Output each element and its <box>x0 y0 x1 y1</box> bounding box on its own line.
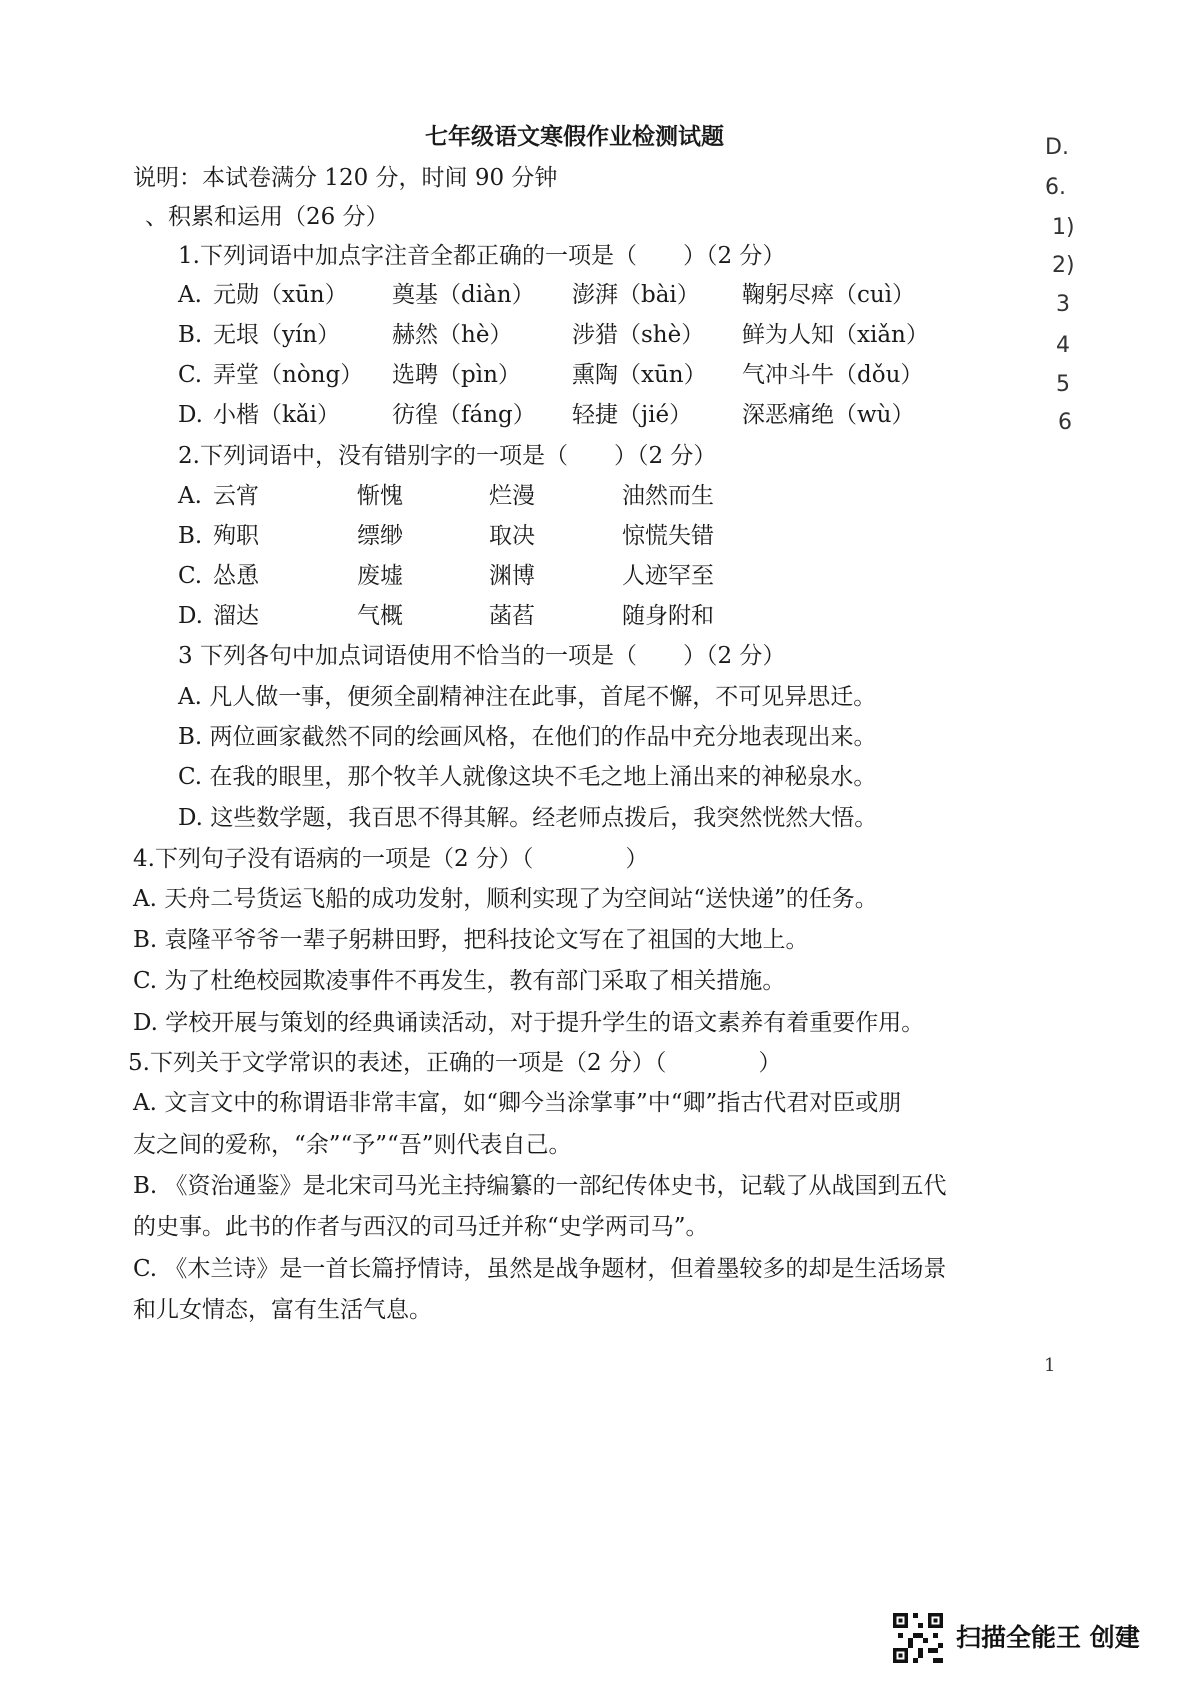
q1-option-item: 气冲斗牛（dǒu） <box>742 362 924 388</box>
q1-option-item: 弄堂（nòng） <box>213 362 364 388</box>
q2-option-item: 烂漫 <box>489 483 535 509</box>
q2-option-item: 渊博 <box>489 563 535 589</box>
q1-option-item: 元勋（xūn） <box>213 282 348 308</box>
edge-mark: 1) <box>1052 215 1075 240</box>
edge-mark: 2) <box>1052 253 1075 278</box>
q2-option-item: 菡萏 <box>489 603 535 629</box>
q1-option-item: 澎湃（bài） <box>572 282 700 308</box>
edge-mark: D. <box>1045 135 1069 160</box>
q1-stem: 1.下列词语中加点字注音全都正确的一项是（ ）（2 分） <box>178 243 786 269</box>
q2-option-label: C. <box>178 563 203 589</box>
edge-mark: 6 <box>1058 410 1072 435</box>
q4-option-a: A. 天舟二号货运飞船的成功发射，顺利实现了为空间站“送快递”的任务。 <box>133 886 878 912</box>
instructions: 说明：本试卷满分 120 分，时间 90 分钟 <box>133 165 558 191</box>
q2-stem: 2.下列词语中，没有错别字的一项是（ ）（2 分） <box>178 443 717 469</box>
q5-option-a-line1: A. 文言文中的称谓语非常丰富，如“卿今当涂掌事”中“卿”指古代君对臣或朋 <box>133 1090 902 1116</box>
section-heading: 、积累和运用（26 分） <box>145 204 389 230</box>
q2-option-label: B. <box>178 523 203 549</box>
edge-mark: 6. <box>1045 175 1066 200</box>
q1-option-item: 鞠躬尽瘁（cuì） <box>742 282 916 308</box>
q1-option-item: 涉猎（shè） <box>572 322 705 348</box>
q2-option-item: 惊慌失错 <box>622 523 714 549</box>
q2-option-item: 随身附和 <box>622 603 714 629</box>
edge-mark: 4 <box>1056 333 1070 358</box>
q4-option-b: B. 袁隆平爷爷一辈子躬耕田野，把科技论文写在了祖国的大地上。 <box>133 927 809 953</box>
q1-option-label: A. <box>178 282 202 308</box>
q2-option-item: 人迹罕至 <box>622 563 714 589</box>
q4-stem: 4.下列句子没有语病的一项是（2 分）（ ） <box>133 846 649 872</box>
q5-stem: 5.下列关于文学常识的表述，正确的一项是（2 分）（ ） <box>128 1050 782 1076</box>
q3-option-c: C. 在我的眼里，那个牧羊人就像这块不毛之地上涌出来的神秘泉水。 <box>178 764 877 790</box>
q4-option-d: D. 学校开展与策划的经典诵读活动，对于提升学生的语文素养有着重要作用。 <box>133 1010 925 1036</box>
q1-option-item: 无垠（yín） <box>213 322 341 348</box>
q1-option-item: 赫然（hè） <box>392 322 513 348</box>
edge-mark: 5 <box>1056 372 1070 397</box>
q2-option-item: 缥缈 <box>357 523 403 549</box>
q5-option-b-line1: B. 《资治通鉴》是北宋司马光主持编纂的一部纪传体史书，记载了从战国到五代 <box>133 1173 947 1199</box>
q1-option-item: 深恶痛绝（wù） <box>742 402 915 428</box>
q1-option-item: 熏陶（xūn） <box>572 362 707 388</box>
q3-option-d: D. 这些数学题，我百思不得其解。经老师点拨后，我突然恍然大悟。 <box>178 805 878 831</box>
q1-option-item: 选聘（pìn） <box>392 362 521 388</box>
qr-code-icon <box>893 1613 943 1663</box>
q3-stem: 3 下列各句中加点词语使用不恰当的一项是（ ）（2 分） <box>178 643 786 669</box>
edge-mark: 3 <box>1056 292 1070 317</box>
q1-option-label: B. <box>178 322 203 348</box>
q2-option-label: A. <box>178 483 202 509</box>
q1-option-item: 奠基（diàn） <box>392 282 535 308</box>
q2-option-item: 取决 <box>489 523 535 549</box>
q2-option-item: 云宵 <box>213 483 259 509</box>
q2-option-item: 油然而生 <box>622 483 714 509</box>
q3-option-b: B. 两位画家截然不同的绘画风格，在他们的作品中充分地表现出来。 <box>178 724 877 750</box>
page-title: 七年级语文寒假作业检测试题 <box>425 123 724 150</box>
page-number: 1 <box>1044 1355 1056 1376</box>
q5-option-a-line2: 友之间的爱称，“余”“予”“吾”则代表自己。 <box>133 1132 572 1158</box>
q1-option-item: 鲜为人知（xiǎn） <box>742 322 929 348</box>
q1-option-item: 彷徨（fáng） <box>392 402 536 428</box>
q2-option-item: 溜达 <box>213 603 259 629</box>
q1-option-label: C. <box>178 362 203 388</box>
q5-option-b-line2: 的史事。此书的作者与西汉的司马迁并称“史学两司马”。 <box>133 1214 709 1240</box>
q1-option-item: 轻捷（jié） <box>572 402 693 428</box>
q2-option-item: 气概 <box>357 603 403 629</box>
q2-option-item: 怂恿 <box>213 563 259 589</box>
q1-option-label: D. <box>178 402 203 428</box>
q5-option-c-line2: 和儿女情态，富有生活气息。 <box>133 1297 432 1323</box>
q4-option-c: C. 为了杜绝校园欺凌事件不再发生，教有部门采取了相关措施。 <box>133 968 786 994</box>
q1-option-item: 小楷（kǎi） <box>213 402 341 428</box>
q2-option-label: D. <box>178 603 203 629</box>
footer-brand: 扫描全能王 创建 <box>956 1623 1140 1652</box>
q2-option-item: 废墟 <box>357 563 403 589</box>
q2-option-item: 惭愧 <box>357 483 403 509</box>
q5-option-c-line1: C. 《木兰诗》是一首长篇抒情诗，虽然是战争题材，但着墨较多的却是生活场景 <box>133 1256 947 1282</box>
q3-option-a: A. 凡人做一事，便须全副精神注在此事，首尾不懈，不可见异思迁。 <box>178 684 877 710</box>
q2-option-item: 殉职 <box>213 523 259 549</box>
